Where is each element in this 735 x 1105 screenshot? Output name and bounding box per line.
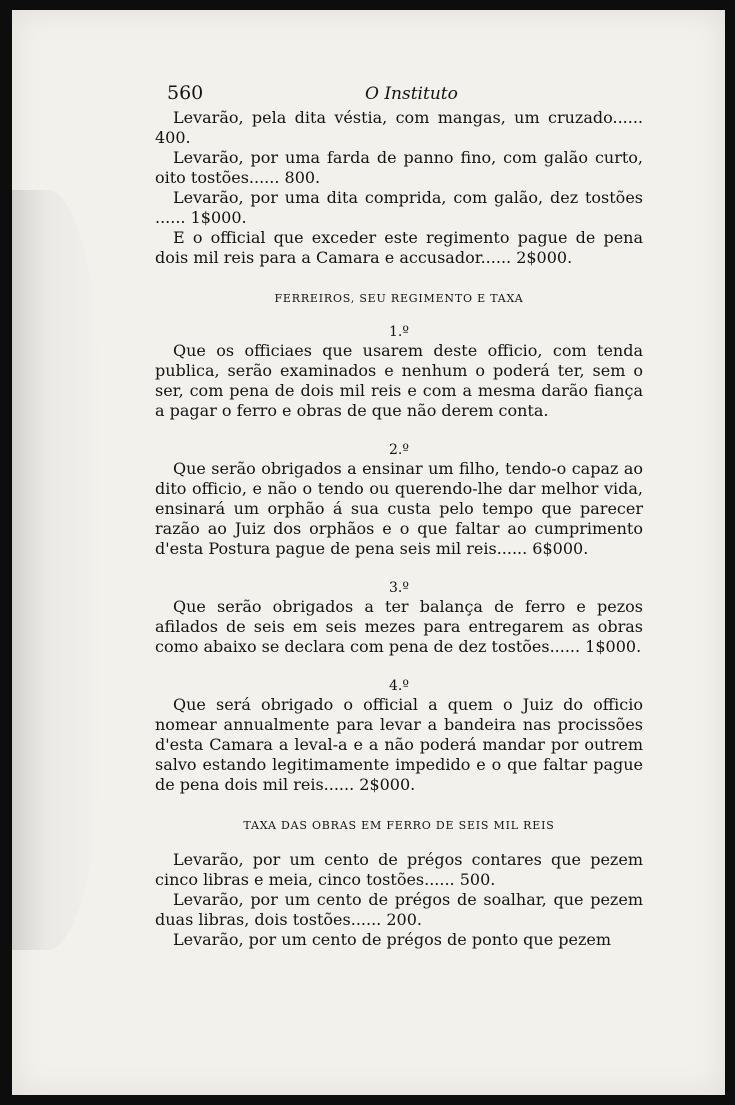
intro-paragraph: E o official que exceder este regimento pague de pena dois mil reis para a Camara e accusador...... 2$000. [155,228,643,267]
running-title: O Instituto [365,84,458,104]
section-heading-ferreiros: FERREIROS, SEU REGIMENTO E TAXA [274,292,524,305]
regulation-item [155,441,643,559]
intro-block [155,108,643,268]
item-number: 4.º [389,678,409,694]
item-text: Que os officiaes que usarem deste officio, com tenda publica, serão examinados e nenhum o poderá ter, sem o ser, com pena de dois mil reis e com a mesma darão fiança a pagar o ferro e obras de que não derem conta. [155,341,643,420]
item-number: 3.º [389,580,409,596]
taxa-paragraph: Levarão, por um cento de prégos de soalhar, que pezem duas libras, dois tostões...... 200. [155,890,643,929]
taxa-paragraph: Levarão, por um cento de prégos de ponto que pezem [173,930,612,949]
section-heading-taxa: TAXA DAS OBRAS EM FERRO DE SEIS MIL REIS [243,819,555,832]
intro-paragraph: Levarão, por uma dita comprida, com galão, dez tostões ...... 1$000. [155,188,643,227]
page-header [155,70,643,108]
taxa-block [155,850,643,950]
page-number: 560 [167,82,204,104]
document-page [155,70,643,950]
regulation-item [155,677,643,795]
regulation-item [155,323,643,421]
taxa-paragraph: Levarão, por um cento de prégos contares que pezem cinco libras e meia, cinco tostões...... 500. [155,850,643,889]
item-number: 1.º [389,324,409,340]
regulation-item [155,579,643,657]
item-text: Que serão obrigados a ensinar um filho, tendo-o capaz ao dito officio, e não o tendo ou querendo-lhe dar melhor vida, ensinará um orphão á sua custa pelo tempo que parecer razão ao Juiz dos orphãos e o que faltar ao cumprimento d'esta Postura pague de pena seis mil reis...... 6$000. [155,459,643,558]
item-text: Que serão obrigados a ter balança de ferro e pezos afilados de seis em seis mezes para entregarem as obras como abaixo se declara com pena de dez tostões...... 1$000. [155,597,643,656]
intro-paragraph: Levarão, por uma farda de panno fino, com galão curto, oito tostões...... 800. [155,148,643,187]
item-number: 2.º [389,442,409,458]
water-stain [12,190,102,950]
intro-paragraph: Levarão, pela dita véstia, com mangas, um cruzado...... 400. [155,108,643,147]
item-text: Que será obrigado o official a quem o Juiz do officio nomear annualmente para levar a bandeira nas procissões d'esta Camara a leval-a e a não poderá mandar por outrem salvo estando legitimamente impedido e o que faltar pague de pena dois mil reis...... 2$000. [155,695,643,794]
